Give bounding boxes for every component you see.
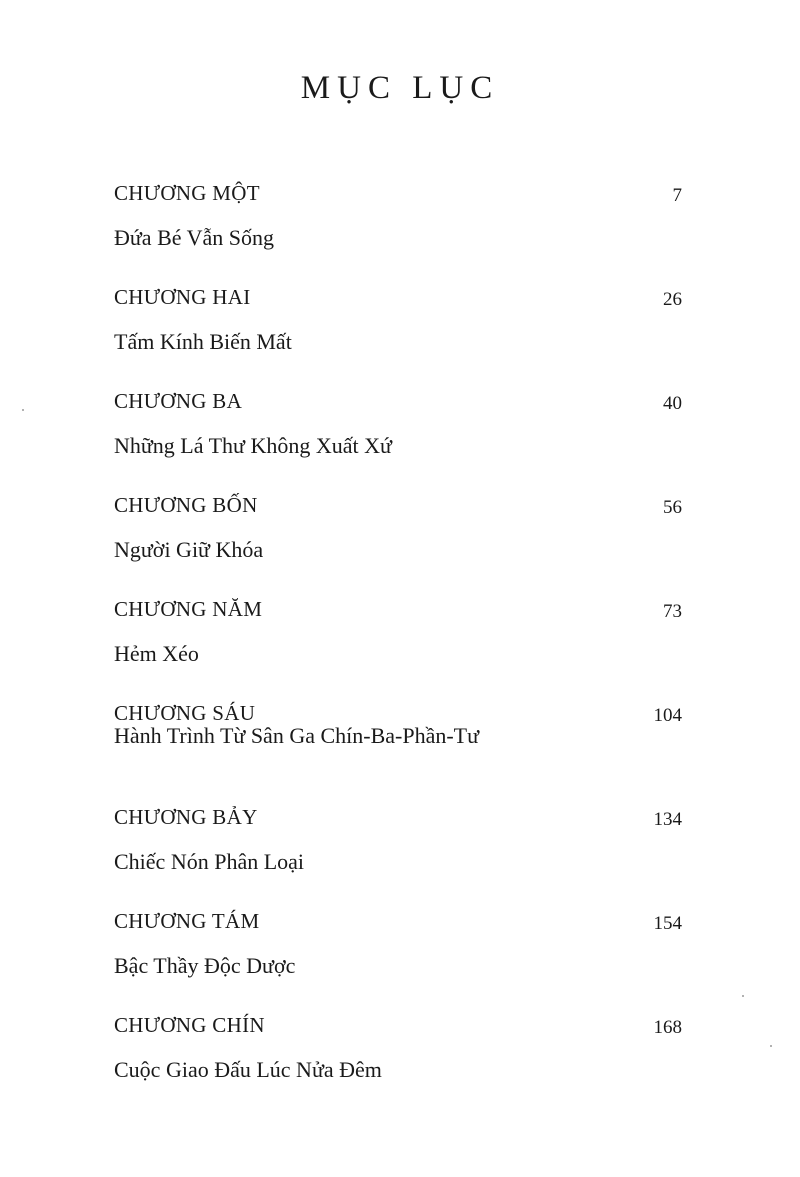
chapter-row [114, 285, 682, 319]
toc-list [114, 181, 682, 1117]
toc-entry [114, 909, 682, 1013]
page-number: 7 [672, 185, 682, 206]
scan-speck [22, 409, 24, 411]
chapter-title: Đứa Bé Vẫn Sống [114, 225, 275, 250]
chapter-label: CHƯƠNG BẢY [114, 805, 258, 829]
chapter-title: Hẻm Xéo [114, 641, 199, 666]
chapter-row [114, 909, 682, 943]
toc-entry [114, 805, 682, 909]
toc-entry [114, 389, 682, 493]
chapter-row [114, 1013, 682, 1047]
chapter-row [114, 597, 682, 631]
page-number: 73 [663, 601, 682, 622]
page-number: 134 [653, 809, 682, 830]
page-number: 154 [653, 913, 682, 934]
page-number: 168 [653, 1017, 682, 1038]
toc-entry [114, 701, 682, 805]
toc-entry [114, 597, 682, 701]
chapter-title: Hành Trình Từ Sân Ga Chín-Ba-Phần-Tư [114, 723, 480, 748]
toc-entry [114, 1013, 682, 1117]
chapter-title: Chiếc Nón Phân Loại [114, 849, 305, 874]
page-number: 26 [663, 289, 682, 310]
chapter-label: CHƯƠNG MỘT [114, 181, 260, 205]
chapter-row [114, 805, 682, 839]
page-number: 40 [663, 393, 682, 414]
chapter-title: Cuộc Giao Đấu Lúc Nửa Đêm [114, 1057, 382, 1082]
chapter-label: CHƯƠNG CHÍN [114, 1013, 265, 1037]
page-number: 56 [663, 497, 682, 518]
chapter-row [114, 389, 682, 423]
chapter-title: Người Giữ Khóa [114, 537, 264, 562]
scan-speck [742, 995, 744, 997]
toc-entry [114, 285, 682, 389]
chapter-label: CHƯƠNG BỐN [114, 493, 258, 517]
chapter-label: CHƯƠNG BA [114, 389, 243, 413]
toc-entry [114, 181, 682, 285]
chapter-label: CHƯƠNG SÁU [114, 701, 256, 725]
chapter-row [114, 181, 682, 215]
chapter-label: CHƯƠNG HAI [114, 285, 251, 309]
page-title: MỤC LỤC [300, 70, 500, 106]
scan-speck [770, 1045, 772, 1047]
chapter-label: CHƯƠNG TÁM [114, 909, 260, 933]
chapter-title: Tấm Kính Biến Mất [114, 329, 292, 354]
toc-entry [114, 493, 682, 597]
chapter-label: CHƯƠNG NĂM [114, 597, 263, 621]
chapter-title: Những Lá Thư Không Xuất Xứ [114, 433, 392, 458]
chapter-title: Bậc Thầy Độc Dược [114, 953, 296, 978]
page-number: 104 [653, 705, 682, 726]
chapter-row [114, 493, 682, 527]
